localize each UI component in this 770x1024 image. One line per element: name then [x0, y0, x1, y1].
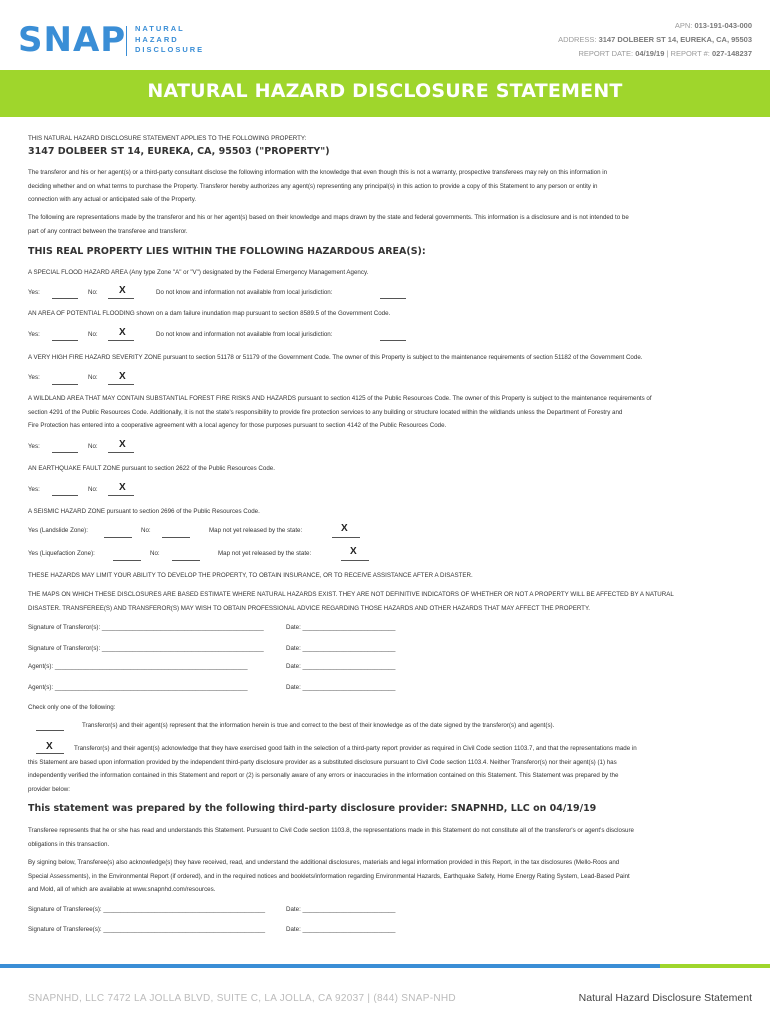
representations-paragraph: The following are representations made by the transferor and his or her agent(s) based on their knowledge and maps drawn by the state and federal governments. This information is a disclosure and is not intended to be part of any contract between the transferee and transferor.	[28, 214, 629, 235]
not-available-label: Do not know and information not available from local jurisdiction:	[156, 289, 333, 296]
not-released-mark: X	[350, 546, 357, 557]
yes-label: Yes:	[28, 486, 40, 493]
agent-signature-line[interactable]: Agent(s): ________________________________________________________	[28, 684, 248, 691]
no-mark: X	[119, 482, 126, 493]
option1-text: Transferor(s) and their agent(s) represent that the information herein is true and correct to the best of their knowledge as of the date signed by the transferor(s) and agent(s).	[82, 722, 555, 729]
report-line: REPORT DATE: 04/19/19 | REPORT #: 027-148237	[578, 49, 752, 58]
no-label: No:	[88, 443, 98, 450]
seismic-text: A SEISMIC HAZARD ZONE pursuant to section 2696 of the Public Resources Code.	[28, 508, 260, 515]
transferor-signature-line[interactable]: Signature of Transferor(s): _______________________________________________	[28, 624, 264, 631]
date-line[interactable]: Date: ___________________________	[286, 624, 396, 631]
no-label: No:	[88, 289, 98, 296]
not-available-label: Do not know and information not available from local jurisdiction:	[156, 331, 333, 338]
no-mark: X	[119, 285, 126, 296]
date-line[interactable]: Date: ___________________________	[286, 645, 396, 652]
snap-logo: SNAP	[18, 20, 127, 60]
no-blank	[108, 340, 134, 341]
transferor-signature-line[interactable]: Signature of Transferor(s): _______________________________________________	[28, 645, 264, 652]
transferee-signature-line[interactable]: Signature of Transferee(s): _______________________________________________	[28, 926, 266, 933]
date-line[interactable]: Date: ___________________________	[286, 926, 396, 933]
no-blank	[108, 452, 134, 453]
yes-blank	[52, 495, 78, 496]
logo-sub-line: HAZARD	[135, 34, 179, 44]
intro-paragraph: The transferor and his or her agent(s) or a third-party consultant disclose the following information with the knowledge that even though this is not a warranty, prospective transferees may rely on this information in deciding whether and on what terms to purchase the Property. Transferor hereby authorizes any agent(s) representing any principal(s) in this action to provide a copy of this Statement to any person or entity in connection with any actual or anticipated sale of the Property.	[28, 169, 608, 203]
yes-label: Yes:	[28, 289, 40, 296]
option1-checkbox[interactable]	[36, 730, 64, 731]
not-released-blank	[341, 560, 369, 561]
footer-title: Natural Hazard Disclosure Statement	[578, 992, 752, 1004]
prepared-by: This statement was prepared by the following third-party disclosure provider: SNAPNHD, LLC on 04/19/19	[28, 803, 597, 814]
no-label: No:	[88, 486, 98, 493]
no-label: No:	[88, 374, 98, 381]
yes-blank	[52, 452, 78, 453]
footer-address: SNAPNHD, LLC 7472 LA JOLLA BLVD, SUITE C, LA JOLLA, CA 92037 | (844) SNAP-NHD	[28, 993, 456, 1004]
not-released-mark: X	[341, 523, 348, 534]
areas-heading: THIS REAL PROPERTY LIES WITHIN THE FOLLOWING HAZARDOUS AREA(S):	[28, 246, 426, 257]
no-label: No:	[141, 527, 151, 534]
date-line[interactable]: Date: ___________________________	[286, 906, 396, 913]
no-blank	[108, 298, 134, 299]
logo-subtitle	[135, 24, 204, 56]
option2-text: Transferor(s) and their agent(s) acknowledge that they have exercised good faith in the selection of a third-party report provider as required in Civil Code section 1103.7, and that the representations made in this Statement are based upon information provided by the independent third-party disclosure provider as a substituted disclosure pursuant to Civil Code section 1103.4. Neither Transferor(s) nor their agent(s) (1) has independently verified the information contained in this Statement and report or (2) is personally aware of any errors or inaccuracies in the information contained on this Statement. This Statement was prepared by the provider below:	[28, 745, 637, 793]
date-line[interactable]: Date: ___________________________	[286, 663, 396, 670]
no-blank	[172, 560, 200, 561]
agent-signature-line[interactable]: Agent(s): ________________________________________________________	[28, 663, 248, 670]
not-released-label: Map not yet released by the state:	[218, 550, 312, 557]
earthquake-text: AN EARTHQUAKE FAULT ZONE pursuant to section 2622 of the Public Resources Code.	[28, 465, 275, 472]
option2-mark: X	[46, 741, 53, 752]
no-mark: X	[119, 371, 126, 382]
landslide-label: Yes (Landslide Zone):	[28, 527, 88, 534]
applies-text: THIS NATURAL HAZARD DISCLOSURE STATEMENT APPLIES TO THE FOLLOWING PROPERTY:	[28, 135, 307, 142]
yes-blank	[52, 384, 78, 385]
maps-warning: THE MAPS ON WHICH THESE DISCLOSURES ARE BASED ESTIMATE WHERE NATURAL HAZARDS EXIST. THEY ARE NOT DEFINITIVE INDICATORS OF WHETHER OR NOT A PROPERTY WILL BE AFFECTED BY A NATURAL DISASTER. TRANSFEREE(S) AND TRANSFEROR(S) MAY WISH TO OBTAIN PROFESSIONAL ADVICE REGARDING THOSE HAZARDS AND OTHER HAZARDS THAT MAY AFFECT THE PROPERTY.	[28, 591, 674, 612]
page-title: NATURAL HAZARD DISCLOSURE STATEMENT	[147, 80, 623, 102]
yes-label: Yes:	[28, 331, 40, 338]
wildland-text: A WILDLAND AREA THAT MAY CONTAIN SUBSTANTIAL FOREST FIRE RISKS AND HAZARDS pursuant to section 4125 of the Public Resources Code. The owner of this Property is subject to the maintenance requirements of section 4291 of the Public Resources Code. Additionally, it is not the state's responsibility to provide fire protection services to any building or structure located within the wildlands unless the Department of Forestry and Fire Protection has entered into a cooperative agreement with a local agency for those purposes pursuant to section 4142 of the Public Resources Code.	[28, 395, 652, 429]
signing-acknowledgment: By signing below, Transferee(s) also acknowledge(s) they have received, read, and understand the additional disclosures, materials and legal information provided in this Report, in the tax disclosures (Mello-Roos and Special Assessments), in the Environmental Report (if ordered), and in the required notices and booklets/information regarding Environmental Hazards, Earthquake Safety, Home Energy Rating System, Lead-Based Paint and Mold, all of which are available at www.snapnhd.com/resources.	[28, 859, 630, 893]
liquefaction-blank	[113, 560, 141, 561]
not-released-blank	[332, 537, 360, 538]
transferee-represents: Transferee represents that he or she has read and understands this Statement. Pursuant to Civil Code section 1103.8, the representations made in this Statement do not constitute all of the transferor's or agent's disclosure obligations in this transaction.	[28, 827, 634, 848]
no-label: No:	[88, 331, 98, 338]
landslide-blank	[104, 537, 132, 538]
transferee-signature-line[interactable]: Signature of Transferee(s): _______________________________________________	[28, 906, 266, 913]
logo-divider	[126, 26, 127, 56]
yes-label: Yes:	[28, 374, 40, 381]
property-address: 3147 DOLBEER ST 14, EUREKA, CA, 95503 ("PROPERTY")	[28, 146, 330, 157]
footer-bar-blue	[0, 964, 770, 968]
not-available-blank	[380, 340, 406, 341]
yes-label: Yes:	[28, 443, 40, 450]
no-mark: X	[119, 439, 126, 450]
not-released-label: Map not yet released by the state:	[209, 527, 303, 534]
dam-flood-text: AN AREA OF POTENTIAL FLOODING shown on a dam failure inundation map pursuant to section 8589.5 of the Government Code.	[28, 310, 391, 317]
no-blank	[162, 537, 190, 538]
fire-zone-text: A VERY HIGH FIRE HAZARD SEVERITY ZONE pursuant to section 51178 or 51179 of the Government Code. The owner of this Property is subject to the maintenance requirements of section 51182 of the Government Code.	[28, 354, 643, 361]
address-line: ADDRESS: 3147 DOLBEER ST 14, EUREKA, CA, 95503	[558, 35, 752, 44]
date-line[interactable]: Date: ___________________________	[286, 684, 396, 691]
flood-zone-text: A SPECIAL FLOOD HAZARD AREA (Any type Zone "A" or "V") designated by the Federal Emergency Management Agency.	[28, 269, 369, 276]
limit-warning: THESE HAZARDS MAY LIMIT YOUR ABILITY TO DEVELOP THE PROPERTY, TO OBTAIN INSURANCE, OR TO RECEIVE ASSISTANCE AFTER A DISASTER.	[28, 572, 473, 579]
not-available-blank	[380, 298, 406, 299]
no-label: No:	[150, 550, 160, 557]
yes-blank	[52, 298, 78, 299]
logo-sub-line: NATURAL	[135, 24, 185, 33]
apn-line: APN: 013-191-043-000	[674, 21, 752, 30]
no-blank	[108, 495, 134, 496]
liquefaction-label: Yes (Liquefaction Zone):	[28, 550, 95, 557]
no-mark: X	[119, 327, 126, 338]
footer-bar-green	[660, 964, 770, 968]
no-blank	[108, 384, 134, 385]
yes-blank	[52, 340, 78, 341]
check-one-text: Check only one of the following:	[28, 704, 116, 711]
logo-sub-line: DISCLOSURE	[135, 45, 205, 54]
